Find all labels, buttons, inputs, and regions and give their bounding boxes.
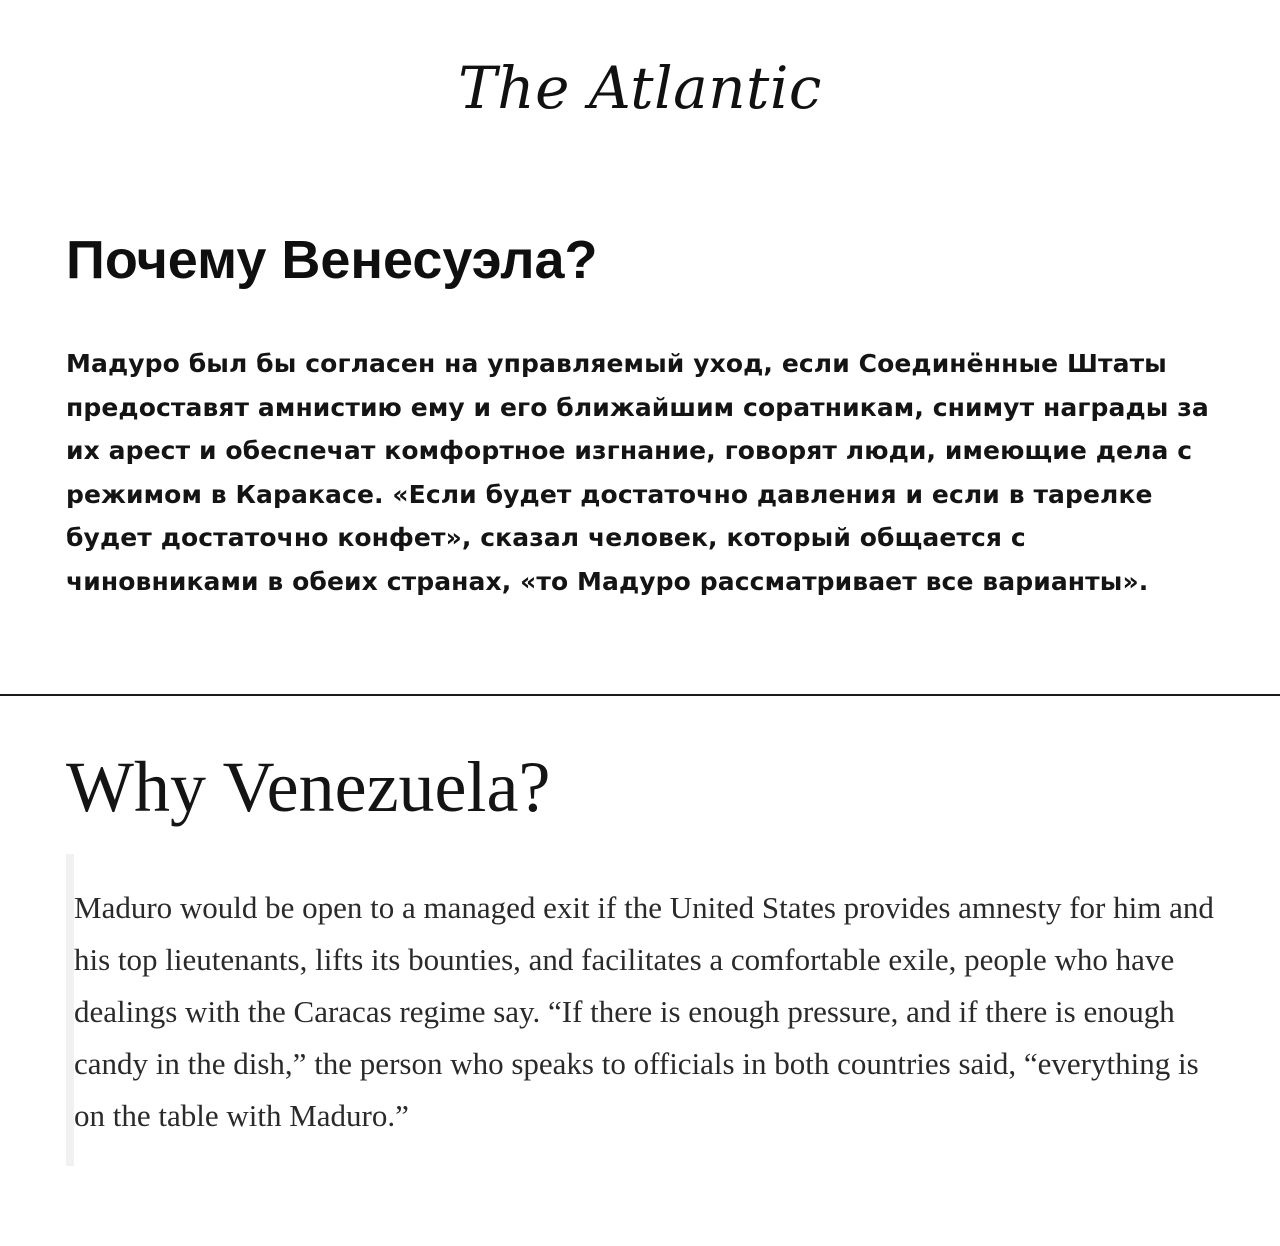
russian-translation-section xyxy=(66,220,1226,604)
english-original-section xyxy=(66,742,1236,1133)
english-headline: Why Venezuela? xyxy=(66,747,551,827)
english-paragraph: Maduro would be open to a managed exit if the United States provides amnesty for him and his top lieutenants, lifts its bounties, and facilitates a comfortable exile, people who have dealings with the Caracas regime say. “If there is enough pressure, and if there is enough candy in the dish,” the person who speaks to officials in both countries said, “everything is on the table with Maduro.” xyxy=(74,890,1214,1133)
publication-logo: The Atlantic xyxy=(458,54,822,122)
russian-headline: Почему Венесуэла? xyxy=(66,230,598,290)
english-quote-block xyxy=(66,854,1226,1166)
section-divider xyxy=(0,694,1280,696)
russian-paragraph: Мадуро был бы согласен на управляемый уход, если Соединённые Штаты предоставят амнистию ему и его ближайшим соратникам, снимут награды за их арест и обеспечат комфортное изгнание, говорят люди, имеющие дела с режимом в Каракасе. «Если будет достаточно давления и если в тарелке будет достаточно конфет», сказал человек, который общается с чиновниками в обеих странах, «то Мадуро рассматривает все варианты». xyxy=(66,349,1209,596)
